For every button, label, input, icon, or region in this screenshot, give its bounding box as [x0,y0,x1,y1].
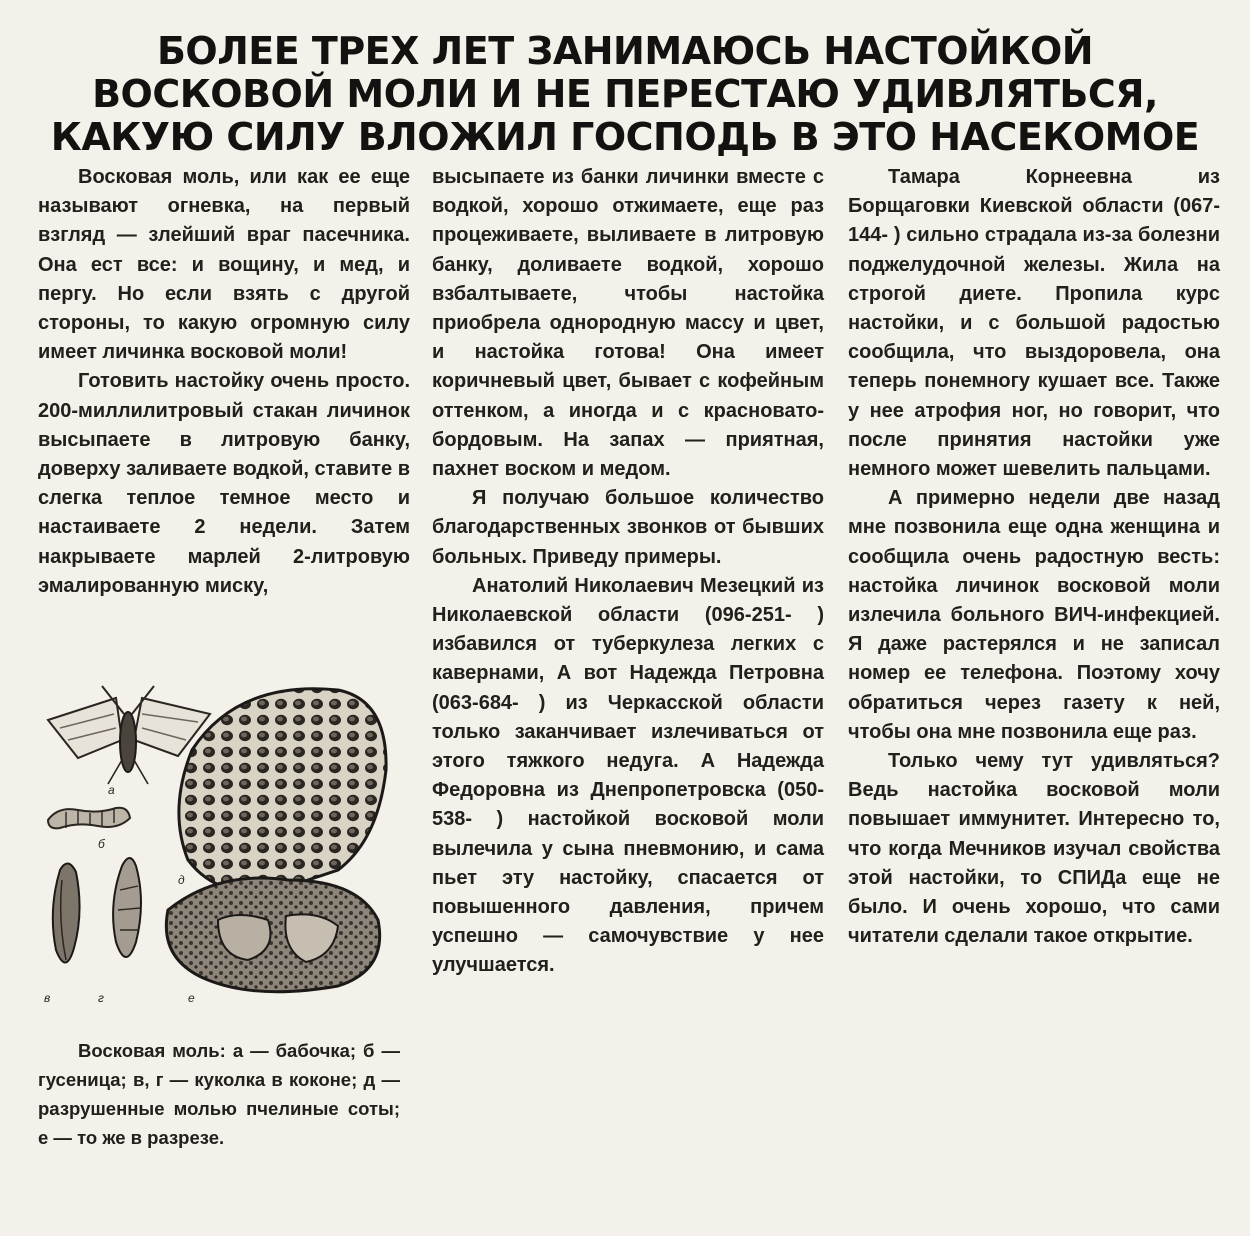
figure-caption: Восковая моль: а — бабочка; б — гусеница; в, г — куколка в коконе; д — разрушенные молью пчелиные соты; е — то же в разрезе. [38,1040,400,1148]
damaged-honeycomb-drawing [166,689,386,992]
article-column-3 [848,163,1220,951]
label-g: г [98,991,104,1005]
headline-line-2: ВОСКОВОЙ МОЛИ И НЕ ПЕРЕСТАЮ УДИВЛЯТЬСЯ, [92,72,1158,116]
label-e: е [188,991,195,1005]
article-column-1 [38,163,410,601]
paragraph: Анатолий Николаевич Мезецкий из Николаевской области (096-251- ) избавился от туберкулеза легких с кавернами, А вот Надежда Петровна (063-684- ) из Черкасской области только заканчивает излечиваться от этого тяжкого недуга. А Надежда Федоровна из Днепропетровска (050-538- ) настойкой восковой моли вылечила у сына пневмонию, и сама пьет эту настойку, спасается от повышенного давления, причем успешно — самочувствие у нее улучшается. [432,574,824,977]
headline-line-3: КАКУЮ СИЛУ ВЛОЖИЛ ГОСПОДЬ В ЭТО НАСЕКОМОЕ [50,115,1200,159]
headline-line-1: БОЛЕЕ ТРЕХ ЛЕТ ЗАНИМАЮСЬ НАСТОЙКОЙ [156,29,1094,73]
wax-moth-illustration [38,680,410,1020]
article-column-2 [432,163,824,981]
paragraph: высыпаете из банки личинки вместе с водкой, хорошо отжимаете, еще раз процеживаете, выливаете в литровую банку, доливаете водкой, хорошо взбалтываете, чтобы настойка приобрела однородную массу и цвет, и настойка готова! Она имеет коричневый цвет, бывает с кофейным оттенком, а иногда и с красновато-бордовым. На запах — приятная, пахнет воском и медом. [432,166,824,481]
paragraph: Только чему тут удивляться? Ведь настойка восковой моли повышает иммунитет. Интересно то, что когда Мечников изучал свойства этой настойки, то СПИДа еще не было. И очень хорошо, что сами читатели сделали такое открытие. [848,750,1220,948]
label-v: в [44,991,51,1005]
label-a: а [108,783,115,797]
paragraph: Готовить настойку очень просто. 200-миллилитровый стакан личинок высыпаете в литровую банку, доверху заливаете водкой, ставите в слегка теплое темное место и настаиваете 2 недели. Затем накрываете марлей 2-литровую эмалированную миску, [38,370,410,597]
label-d: д [178,873,185,887]
paragraph: Восковая моль, или как ее еще называют огневка, на первый взгляд — злейший враг пасечника. Она ест все: и вощину, и мед, и пергу. Но если взять с другой стороны, то какую огромную силу имеет личинка восковой моли! [38,166,410,364]
illustration-svg [38,680,410,1020]
caterpillar-drawing [48,808,130,829]
paragraph: Я получаю большое количество благодарственных звонков от бывших больных. Приведу примеры. [432,487,824,568]
headline [30,30,1220,159]
paragraph: А примерно недели две назад мне позвонила еще одна женщина и сообщила очень радостную весть: настойка личинок восковой моли излечила больного ВИЧ-инфекцией. Я даже растерялся и не записал номер ее телефона. Поэтому хочу обратиться через газету к ней, чтобы она мне позвонила еще раз. [848,487,1220,743]
paragraph: Тамара Корнеевна из Борщаговки Киевской области (067-144- ) сильно страдала из-за болезни поджелудочной железы. Жила на строгой диете. Пропила курс настойки, и с большой радостью сообщила, что выздоровела, она теперь понемногу кушает все. Также у нее атрофия ног, но говорит, что после принятия настойки уже немного может шевелить пальцами. [848,166,1220,481]
cocoon-drawings [53,858,141,963]
label-b: б [98,837,105,851]
